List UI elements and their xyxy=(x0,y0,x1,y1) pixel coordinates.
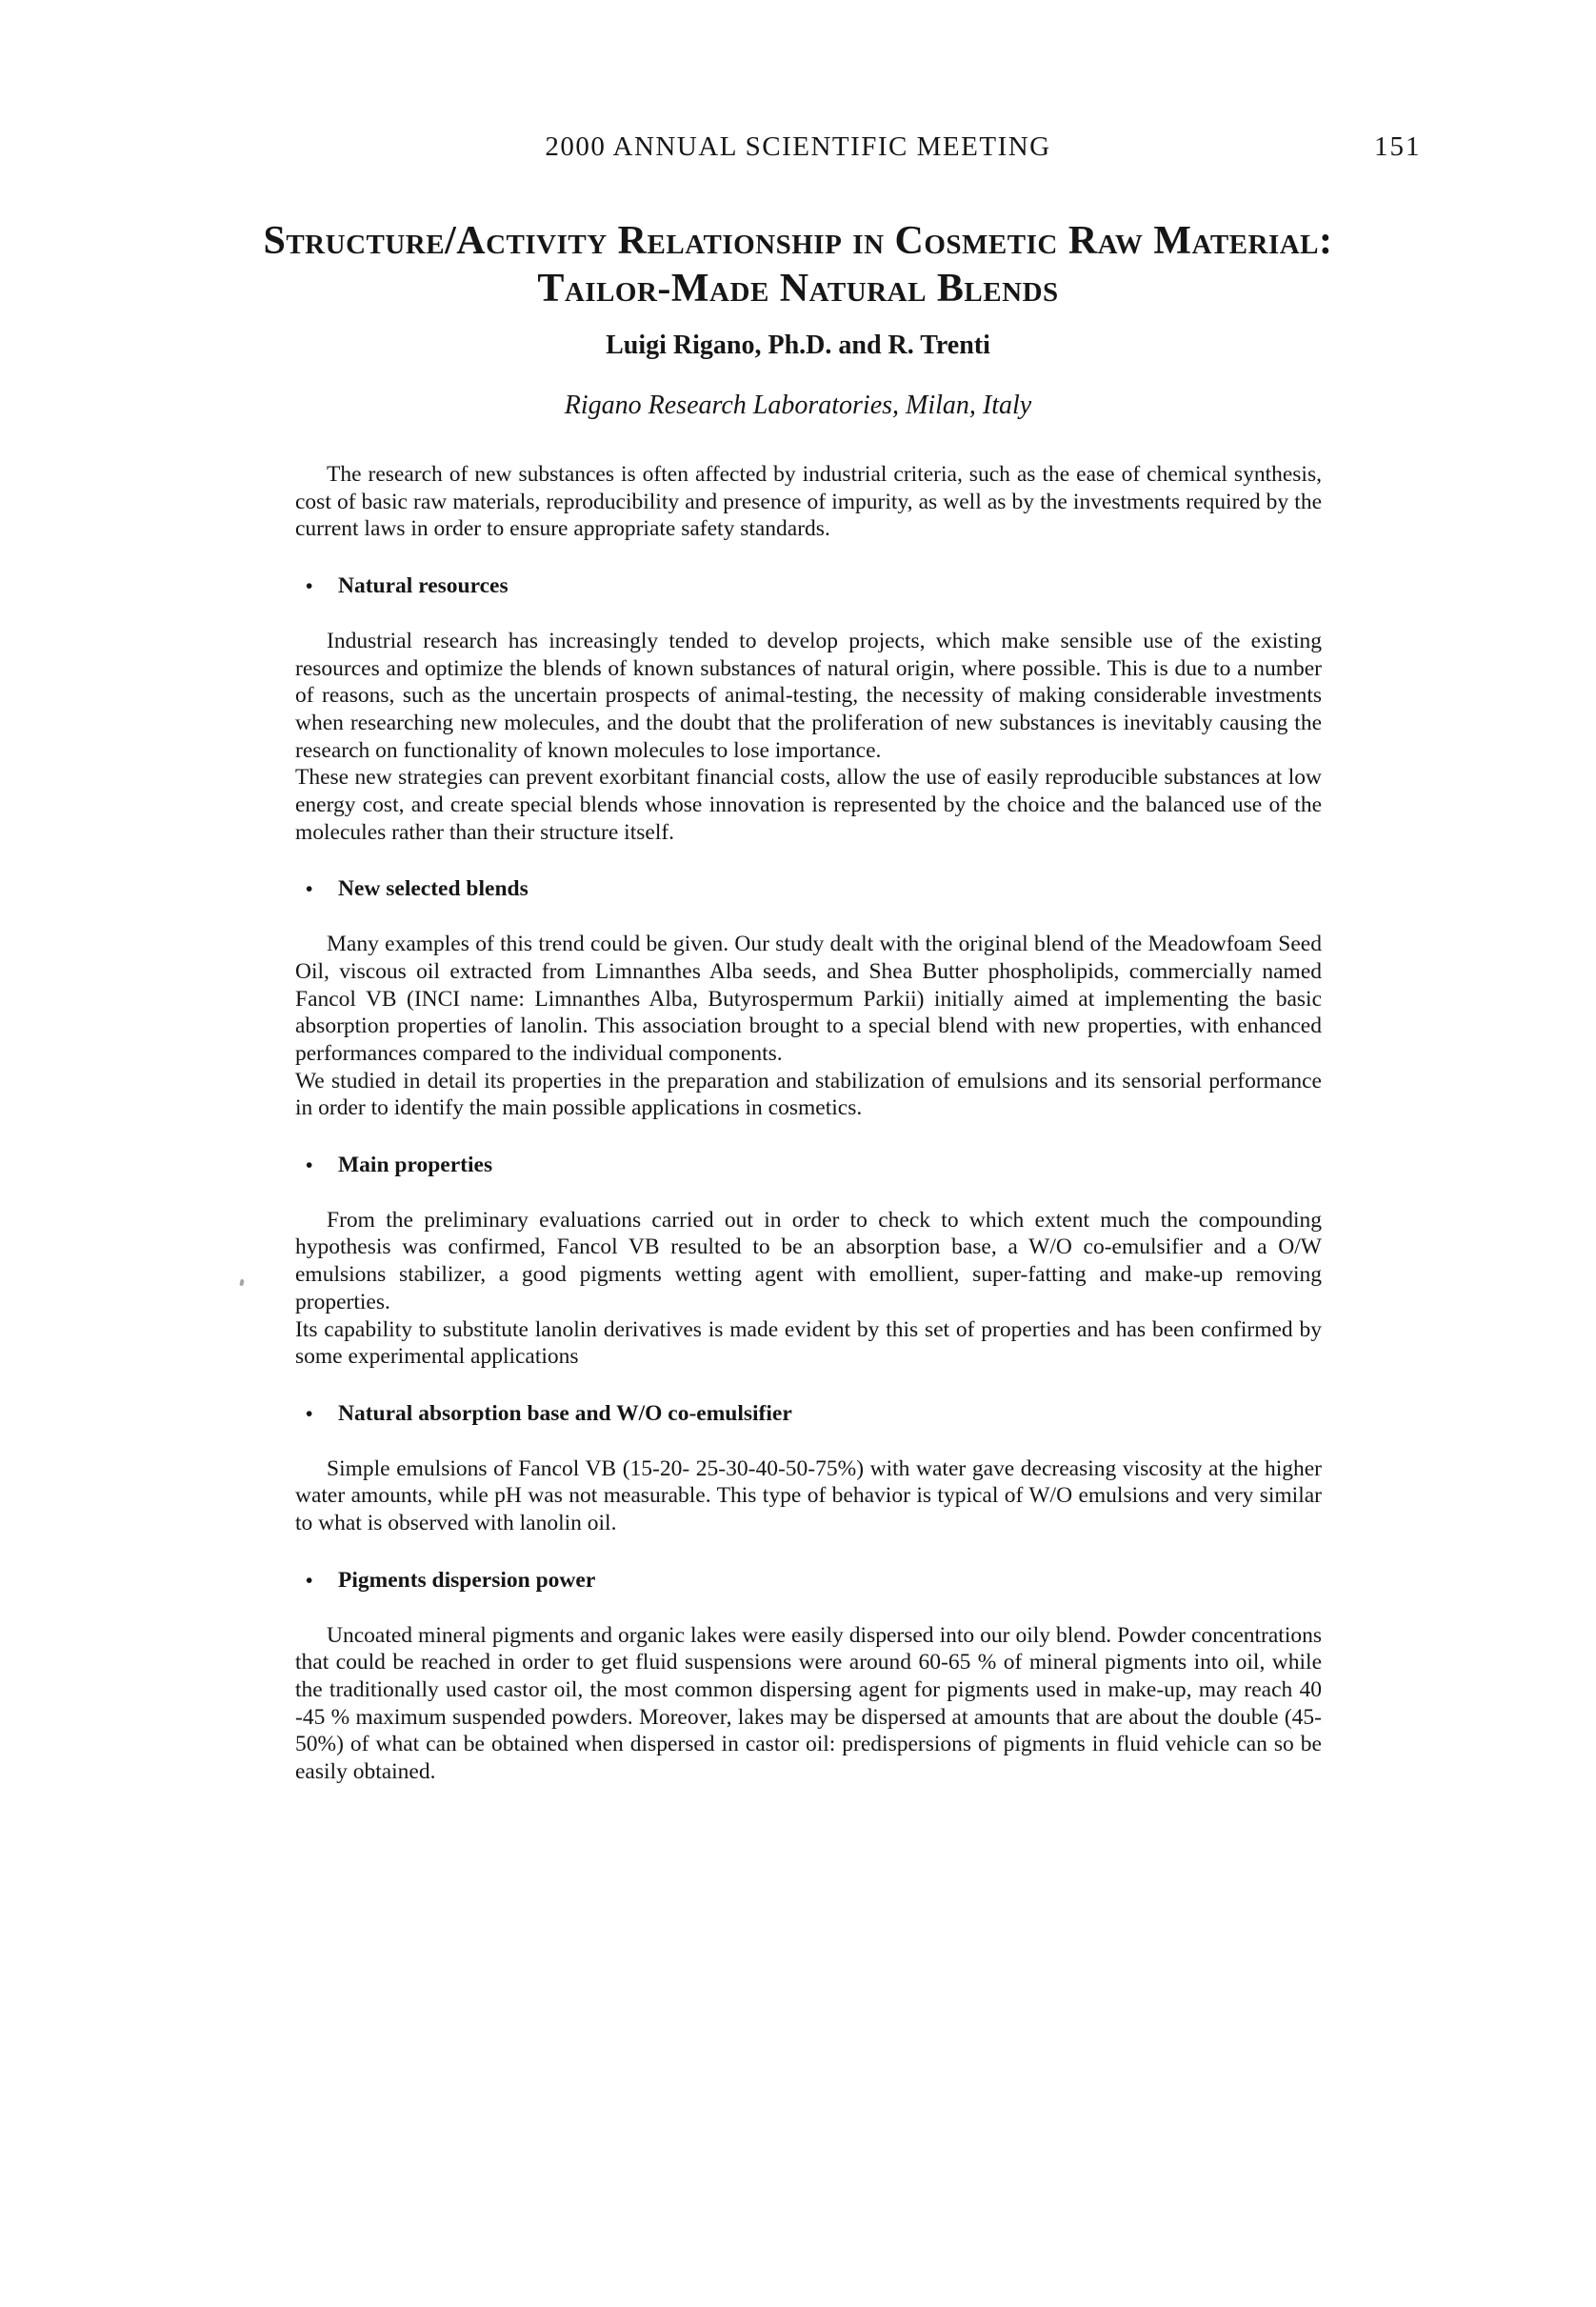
authors-line: Luigi Rigano, Ph.D. and R. Trenti xyxy=(606,331,990,360)
affiliation-line: Rigano Research Laboratories, Milan, Italy xyxy=(564,391,1032,420)
section-paragraph: From the preliminary evaluations carried out in order to check to which extent much the compounding hypothesis was confirmed, Fancol VB resulted to be an absorption base, a W/O co-emulsifier and a O/W emulsions stabilizer, a good pigments wetting agent with emollient, super-fatting and make-up removing properties. xyxy=(295,1207,1322,1314)
section-paragraph: Uncoated mineral pigments and organic lakes were easily dispersed into our oily blend. Powder concentrations that could be reached in order to get fluid suspensions were around 60-65 % of mineral pigments into oil, while the traditionally used castor oil, the most common dispersing agent for pigments used in make-up, may reach 40 -45 % maximum suspended powders. Moreover, lakes may be dispersed at amounts that are about the double (45-50%) of what can be obtained when dispersed in castor oil: predispersions of pigments in fluid vehicle can so be easily obtained. xyxy=(295,1622,1322,1785)
section-heading-label: New selected blends xyxy=(338,876,529,902)
section-paragraph: Industrial research has increasingly tended to develop projects, which make sensible use of the existing resources and optimize the blends of known substances of natural origin, where possible. This is due to a number of reasons, such as the uncertain prospects of animal-testing, the necessity of making considerable investments when researching new molecules, and the doubt that the proliferation of new substances is inevitably causing the research on functionality of known molecules to lose importance. xyxy=(295,628,1322,763)
intro-paragraph: The research of new substances is often affected by industrial criteria, such as the ease of chemical synthesis, cost of basic raw materials, reproducibility and presence of impurity, as well as by the investments required by the current laws in order to ensure appropriate safety standards. xyxy=(295,462,1322,542)
paper-title-line2: Tailor-Made Natural Blends xyxy=(537,267,1059,311)
section-paragraph: Its capability to substitute lanolin derivatives is made evident by this set of properties and has been confirmed by some experimental applications xyxy=(295,1316,1322,1370)
page-number: 151 xyxy=(1374,131,1422,162)
section-heading-new-selected-blends xyxy=(295,875,1322,903)
bullet-icon: • xyxy=(306,1401,313,1425)
scan-speckle-mark xyxy=(239,1279,244,1287)
section-heading-label: Natural resources xyxy=(338,573,509,599)
section-heading-main-properties xyxy=(295,1152,1322,1179)
section-paragraph: We studied in detail its properties in the preparation and stabilization of emulsions and its sensorial performance in order to identify the main possible applications in cosmetics. xyxy=(295,1068,1322,1121)
paper-title-line1: Structure/Activity Relationship in Cosmetic Raw Material: xyxy=(263,219,1333,263)
section-paragraph: Many examples of this trend could be given. Our study dealt with the original blend of the Meadowfoam Seed Oil, viscous oil extracted from Limnanthes Alba seeds, and Shea Butter phospholipids, commercially named Fancol VB (INCI name: Limnanthes Alba, Butyrospermum Parkii) initially aimed at implementing the basic absorption properties of lanolin. This association brought to a special blend with new properties, with enhanced performances compared to the individual components. xyxy=(295,932,1322,1066)
section-heading-label: Main properties xyxy=(338,1153,493,1178)
section-heading-pigments-dispersion-power xyxy=(295,1567,1322,1595)
section-heading-natural-absorption-base xyxy=(295,1400,1322,1428)
section-heading-label: Natural absorption base and W/O co-emulsifier xyxy=(338,1400,792,1426)
bullet-icon: • xyxy=(306,877,313,901)
section-paragraph: Simple emulsions of Fancol VB (15-20- 25-30-40-50-75%) with water gave decreasing viscosity at the higher water amounts, while pH was not measurable. This type of behavior is typical of W/O emulsions and very similar to what is observed with lanolin oil. xyxy=(295,1455,1322,1536)
section-heading-natural-resources xyxy=(295,572,1322,600)
paper-title xyxy=(0,217,1596,312)
section-paragraph: These new strategies can prevent exorbitant financial costs, allow the use of easily reproducible substances at low energy cost, and create special blends whose innovation is represented by the choice and the balanced use of the molecules rather than their structure itself. xyxy=(295,765,1322,845)
bullet-icon: • xyxy=(306,1154,313,1177)
meeting-title: 2000 ANNUAL SCIENTIFIC MEETING xyxy=(545,131,1051,162)
running-header xyxy=(0,131,1596,162)
bullet-icon: • xyxy=(306,574,313,598)
section-heading-label: Pigments dispersion power xyxy=(338,1567,596,1593)
bullet-icon: • xyxy=(306,1568,313,1592)
abstract-body xyxy=(295,461,1322,1786)
